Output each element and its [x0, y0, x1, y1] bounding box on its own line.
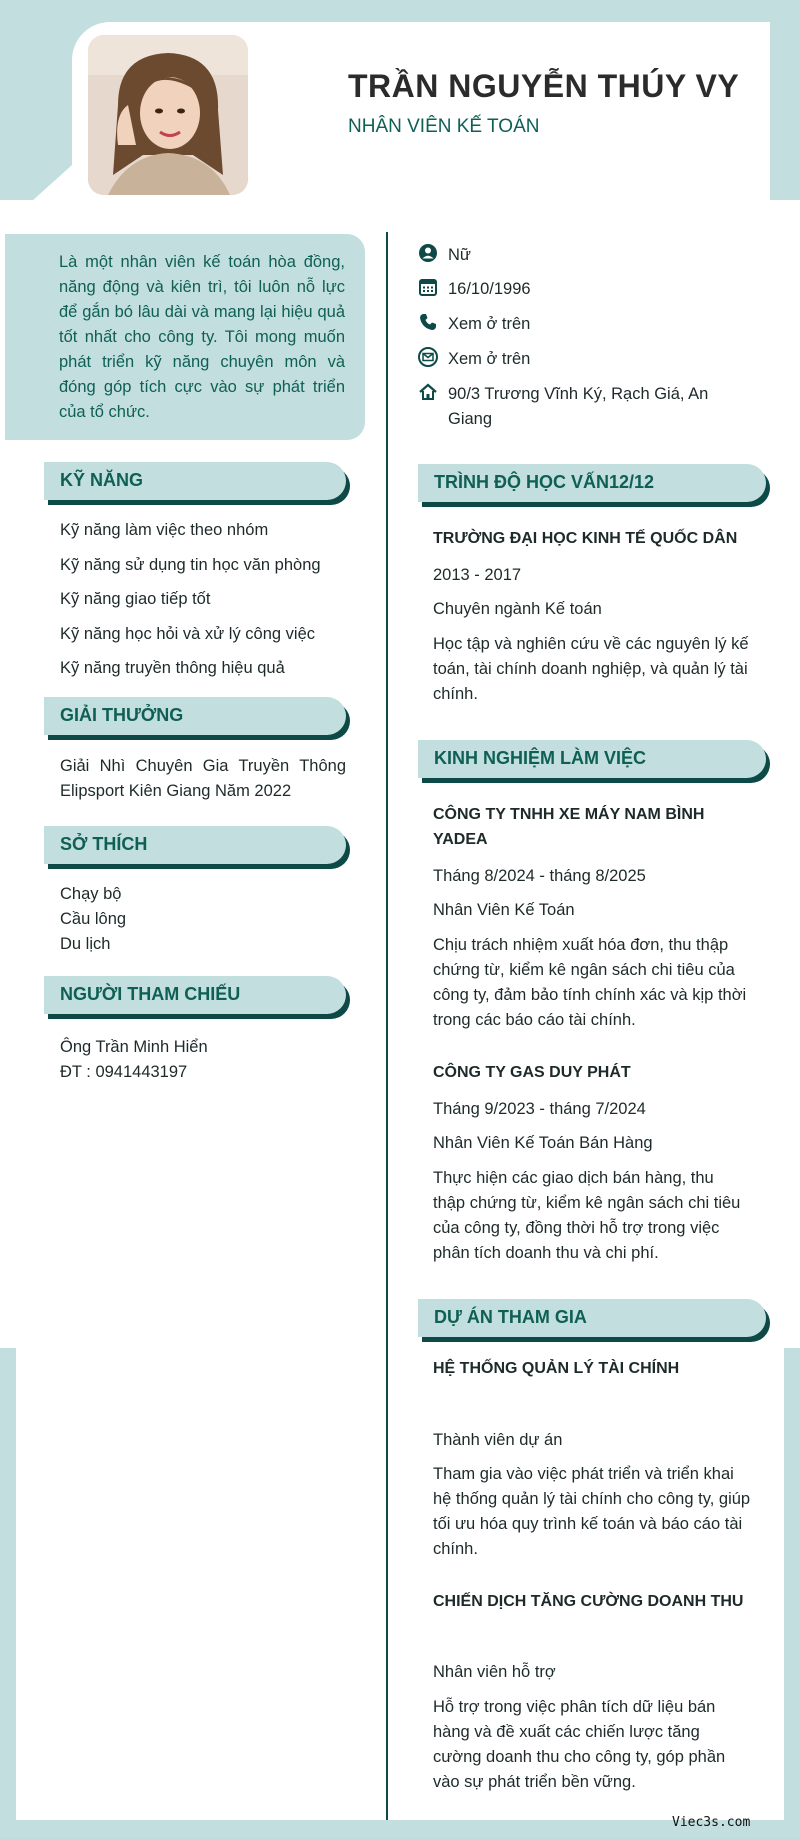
- project-role: Thành viên dự án: [433, 1431, 563, 1449]
- job-position: Nhân Viên Kế Toán Bán Hàng: [433, 1134, 653, 1152]
- section-hobbies-heading: [44, 826, 346, 864]
- candidate-role: NHÂN VIÊN KẾ TOÁN: [348, 116, 540, 137]
- contact-email: [418, 347, 768, 372]
- section-title: KỸ NĂNG: [60, 470, 144, 490]
- contact-dob: [418, 277, 768, 302]
- job-period: Tháng 9/2023 - tháng 7/2024: [433, 1100, 646, 1118]
- contact-phone: [418, 312, 768, 337]
- section-title: KINH NGHIỆM LÀM VIỆC: [434, 748, 647, 768]
- frame-bottom-right: [784, 1348, 800, 1839]
- contact-address: [418, 382, 768, 432]
- frame-right: [770, 0, 800, 200]
- user-icon: [418, 243, 438, 263]
- job-position: Nhân Viên Kế Toán: [433, 901, 575, 919]
- skill-item: Kỹ năng sử dụng tin học văn phòng: [60, 556, 321, 574]
- section-title: DỰ ÁN THAM GIA: [434, 1307, 587, 1327]
- profile-photo: [88, 35, 248, 195]
- site-brand: Viec3s.com: [672, 1815, 751, 1830]
- job-description: Chịu trách nhiệm xuất hóa đơn, thu thập chứng từ, kiểm kê ngân sách chi tiêu của công ty, đảm bảo tính chính xác và kịp thời trong các báo cáo tài chính.: [433, 936, 747, 1029]
- section-projects-heading: [418, 1299, 766, 1337]
- education-school: TRƯỜNG ĐẠI HỌC KINH TẾ QUỐC DÂN: [433, 530, 738, 547]
- education-major: Chuyên ngành Kế toán: [433, 600, 602, 618]
- hobby-item: Du lịch: [60, 935, 111, 953]
- reference-name: Ông Trần Minh Hiển: [60, 1038, 208, 1056]
- section-awards-heading: [44, 697, 346, 735]
- candidate-name: TRẦN NGUYỄN THÚY VY: [348, 68, 740, 104]
- column-divider: [386, 232, 388, 1820]
- hobby-item: Chạy bộ: [60, 885, 122, 903]
- email-value: Xem ở trên: [448, 350, 531, 368]
- section-experience-heading: [418, 740, 766, 778]
- job-company: CÔNG TY TNHH XE MÁY NAM BÌNH YADEA: [433, 806, 705, 848]
- section-education-heading: [418, 464, 766, 502]
- project-role: Nhân viên hỗ trợ: [433, 1663, 556, 1681]
- skill-item: Kỹ năng giao tiếp tốt: [60, 590, 211, 608]
- project-name: CHIẾN DỊCH TĂNG CƯỜNG DOANH THU: [433, 1593, 744, 1610]
- portrait-illustration: [88, 35, 248, 195]
- section-title: NGƯỜI THAM CHIẾU: [60, 984, 241, 1004]
- home-icon: [418, 382, 438, 402]
- skill-item: Kỹ năng truyền thông hiệu quả: [60, 659, 285, 677]
- section-title: SỞ THÍCH: [60, 834, 148, 854]
- calendar-icon: [418, 277, 438, 297]
- phone-value: Xem ở trên: [448, 315, 531, 333]
- education-period: 2013 - 2017: [433, 566, 522, 584]
- education-description: Học tập và nghiên cứu về các nguyên lý kế toán, tài chính doanh nghiệp, và quản lý tài chính.: [433, 635, 749, 703]
- reference-phone: ĐT : 0941443197: [60, 1063, 188, 1081]
- summary-box: [5, 234, 365, 440]
- section-skills-heading: [44, 462, 346, 500]
- hobby-item: Cầu lông: [60, 910, 127, 928]
- section-references-heading: [44, 976, 346, 1014]
- award-line-2: Elipsport Kiên Giang Năm 2022: [60, 782, 292, 800]
- job-description: Thực hiện các giao dịch bán hàng, thu thập chứng từ, kiểm kê ngân sách chi tiêu của công ty, đồng thời hỗ trợ trong việc phân tích doanh thu và chi phí.: [433, 1169, 741, 1262]
- job-period: Tháng 8/2024 - tháng 8/2025: [433, 867, 646, 885]
- address-line-2: Giang: [448, 410, 493, 428]
- frame-corner: [32, 165, 72, 201]
- mail-icon: [418, 347, 438, 367]
- award-line-1: Giải Nhì Chuyên Gia Truyền Thông: [60, 757, 346, 775]
- project-description: Hỗ trợ trong việc phân tích dữ liệu bán hàng và đề xuất các chiến lược tăng cường doanh thu cho công ty, góp phần vào sự phát triển bền vững.: [433, 1698, 726, 1791]
- section-title: GIẢI THƯỞNG: [60, 705, 184, 725]
- contact-gender: [418, 243, 768, 268]
- summary-text: Là một nhân viên kế toán hòa đồng, năng động và kiên trì, tôi luôn nỗ lực để gắn bó lâu dài và mang lại hiệu quả tốt nhất cho công ty. Tôi mong muốn phát triển kỹ năng chuyên môn và đóng góp tích cực vào sự phát triển của tổ chức.: [59, 253, 345, 421]
- phone-icon: [418, 312, 438, 332]
- project-description: Tham gia vào việc phát triển và triển khai hệ thống quản lý tài chính cho công ty, giúp tối ưu hóa quy trình kế toán và báo cáo tài chính.: [433, 1465, 751, 1558]
- dob-value: 16/10/1996: [448, 280, 531, 298]
- gender-value: Nữ: [448, 246, 471, 264]
- skill-item: Kỹ năng học hỏi và xử lý công việc: [60, 625, 316, 643]
- project-name: HỆ THỐNG QUẢN LÝ TÀI CHÍNH: [433, 1360, 680, 1377]
- address-line-1: 90/3 Trương Vĩnh Ký, Rạch Giá, An: [448, 385, 709, 403]
- section-title: TRÌNH ĐỘ HỌC VẤN12/12: [434, 472, 655, 492]
- job-company: CÔNG TY GAS DUY PHÁT: [433, 1064, 631, 1081]
- skill-item: Kỹ năng làm việc theo nhóm: [60, 521, 269, 539]
- address-value: [448, 382, 758, 432]
- frame-bottom-left: [0, 1348, 16, 1839]
